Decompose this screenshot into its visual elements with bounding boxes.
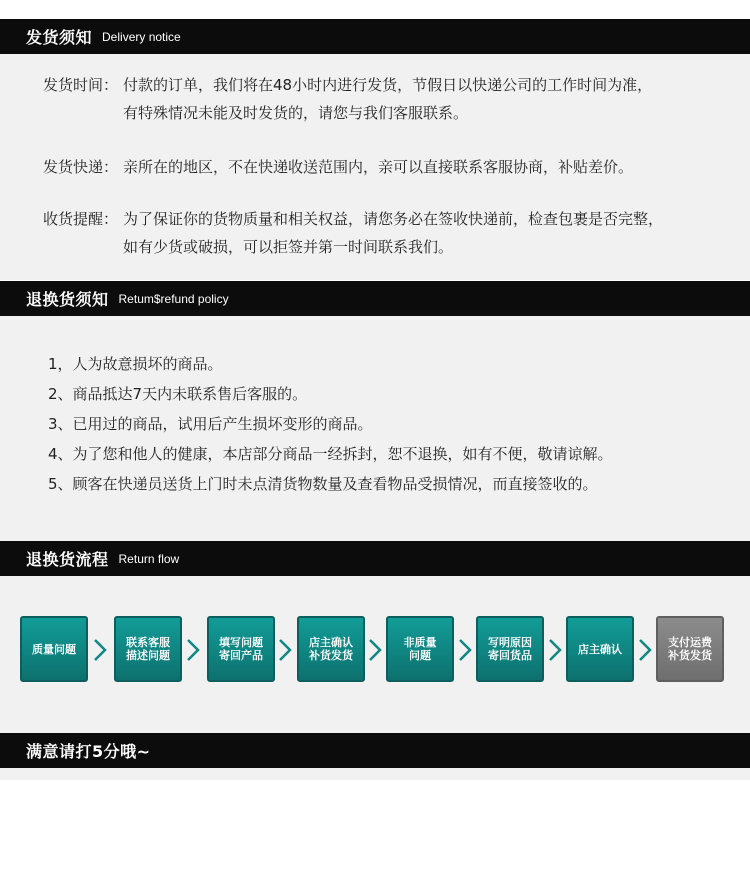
delivery-row-content — [123, 205, 663, 261]
flow-title-en: Return flow — [118, 551, 180, 566]
delivery-row-courier — [43, 153, 634, 181]
delivery-row-label: 发货快递： — [43, 158, 119, 176]
flow-step-state-reason — [476, 616, 544, 682]
delivery-row-content — [123, 71, 652, 127]
refund-title: 退换货须知 — [26, 290, 109, 309]
flow-step-line: 补货发货 — [668, 649, 712, 662]
flow-step-contact-service — [114, 616, 182, 682]
flow-step-quality-issue — [20, 616, 88, 682]
flow-step-line: 店主确认 — [309, 636, 353, 649]
chevron-right-icon — [458, 638, 472, 662]
delivery-line: 付款的订单，我们将在48小时内进行发货，节假日以快递公司的工作时间为准， — [123, 76, 653, 94]
flow-step-line: 支付运费 — [668, 636, 712, 649]
flow-step-owner-confirm-ship — [297, 616, 365, 682]
chevron-right-icon — [638, 638, 652, 662]
chevron-right-icon — [548, 638, 562, 662]
chevron-right-icon — [93, 638, 107, 662]
flow-step-line: 问题 — [409, 649, 431, 662]
delivery-panel — [0, 54, 750, 280]
delivery-row-label: 收货提醒： — [43, 210, 119, 228]
refund-item: 1，人为故意损坏的商品。 — [48, 355, 223, 373]
flow-step-line: 质量问题 — [32, 642, 76, 656]
refund-item: 2、商品抵达7天内未联系售后客服的。 — [48, 385, 308, 403]
delivery-line: 如有少货或破损，可以拒签并第一时间联系我们。 — [123, 238, 454, 256]
flow-step-line: 店主确认 — [578, 642, 622, 656]
chevron-right-icon — [186, 638, 200, 662]
delivery-title: 发货须知 — [26, 28, 93, 47]
delivery-line: 为了保证你的货物质量和相关权益，请您务必在签收快递前，检查包裹是否完整， — [123, 210, 664, 228]
flow-step-line: 描述问题 — [126, 649, 170, 662]
delivery-row-label: 发货时间： — [43, 76, 119, 94]
flow-step-pay-shipping — [656, 616, 724, 682]
refund-item: 3、已用过的商品，试用后产生损坏变形的商品。 — [48, 415, 373, 433]
refund-header — [0, 281, 750, 316]
flow-step-line: 寄回产品 — [219, 649, 263, 662]
flow-step-line: 写明原因 — [488, 636, 532, 649]
delivery-line: 亲所在的地区，不在快递收送范围内，亲可以直接联系客服协商，补贴差价。 — [123, 158, 634, 176]
flow-header — [0, 541, 750, 576]
rating-header — [0, 733, 750, 768]
flow-title: 退换货流程 — [26, 550, 109, 569]
flow-step-owner-confirm — [566, 616, 634, 682]
rating-title: 满意请打5分哦~ — [26, 742, 151, 761]
flow-step-return-product — [207, 616, 275, 682]
refund-item: 4、为了您和他人的健康，本店部分商品一经拆封，恕不退换，如有不便，敬请谅解。 — [48, 445, 613, 463]
delivery-line: 有特殊情况未能及时发货的，请您与我们客服联系。 — [123, 104, 469, 122]
flow-step-line: 补货发货 — [309, 649, 353, 662]
rating-panel — [0, 768, 750, 780]
chevron-right-icon — [368, 638, 382, 662]
chevron-right-icon — [278, 638, 292, 662]
refund-item: 5、顾客在快递员送货上门时未点清货物数量及查看物品受损情况，而直接签收的。 — [48, 475, 598, 493]
delivery-row-receipt — [43, 205, 664, 256]
flow-step-line: 填写问题 — [219, 636, 263, 649]
flow-step-line: 非质量 — [403, 636, 437, 649]
refund-panel — [0, 316, 750, 541]
refund-title-en: Retum$refund policy — [118, 291, 229, 306]
delivery-header — [0, 19, 750, 54]
flow-step-non-quality — [386, 616, 454, 682]
flow-step-line: 联系客服 — [126, 636, 170, 649]
delivery-row-time — [43, 71, 653, 122]
flow-step-line: 寄回货品 — [488, 649, 532, 662]
delivery-title-en: Delivery notice — [102, 29, 181, 44]
delivery-row-content — [123, 153, 633, 181]
